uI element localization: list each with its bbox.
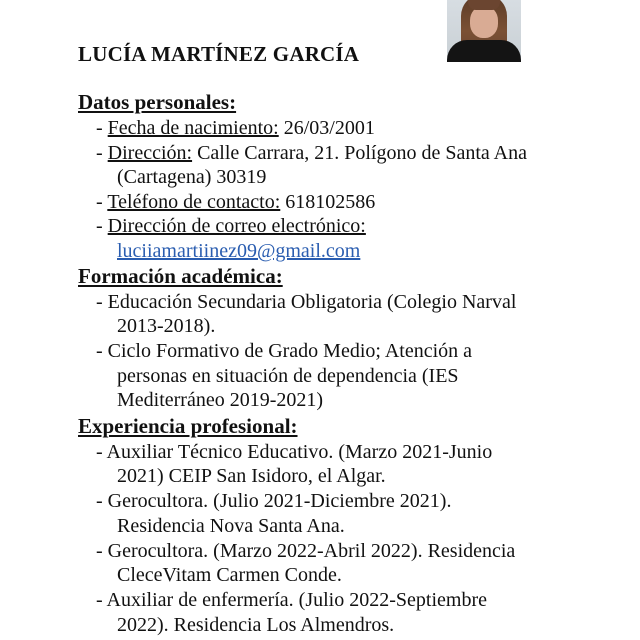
experience-item-cont: 2021) CEIP San Isidoro, el Algar.	[117, 465, 386, 487]
education-item: - Educación Secundaria Obligatoria (Colegio Narval	[96, 291, 517, 313]
experience-item-cont: Residencia Nova Santa Ana.	[117, 515, 345, 537]
address-value: Calle Carrara, 21. Polígono de Santa Ana	[192, 142, 527, 164]
email-row: - Dirección de correo electrónico:	[96, 215, 366, 237]
address-row: - Dirección: Calle Carrara, 21. Polígono de Santa Ana	[96, 142, 527, 164]
section-heading-experience: Experiencia profesional:	[78, 414, 298, 438]
profile-photo	[447, 0, 521, 62]
address-continuation: (Cartagena) 30319	[117, 166, 267, 188]
phone-label: Teléfono de contacto:	[107, 191, 281, 213]
email-label: Dirección de correo electrónico:	[107, 215, 366, 237]
candidate-name: LUCÍA MARTÍNEZ GARCÍA	[78, 42, 360, 66]
section-heading-personal: Datos personales:	[78, 90, 237, 114]
experience-item: - Gerocultora. (Marzo 2022-Abril 2022). Residencia	[96, 540, 516, 562]
phone-value: 618102586	[280, 191, 376, 213]
education-item-cont: 2013-2018).	[117, 315, 216, 337]
section-heading-education: Formación académica:	[78, 264, 283, 288]
birth-date-row: - Fecha de nacimiento: 26/03/2001	[96, 117, 375, 139]
education-item-cont: Mediterráneo 2019-2021)	[117, 389, 324, 411]
phone-row: - Teléfono de contacto: 618102586	[96, 191, 376, 213]
birth-date-value: 26/03/2001	[278, 117, 375, 139]
birth-date-label: Fecha de nacimiento:	[107, 117, 279, 139]
address-label: Dirección:	[107, 142, 193, 164]
experience-item: - Gerocultora. (Julio 2021-Diciembre 2021).	[96, 490, 452, 512]
email-link[interactable]: luciiamartiinez09@gmail.com	[117, 240, 361, 262]
experience-item-cont: CleceVitam Carmen Conde.	[117, 564, 342, 586]
experience-item-cont: 2022). Residencia Los Almendros.	[117, 614, 395, 636]
experience-item: - Auxiliar Técnico Educativo. (Marzo 2021-Junio	[96, 441, 493, 463]
education-item: - Ciclo Formativo de Grado Medio; Atención a	[96, 340, 473, 362]
education-item-cont: personas en situación de dependencia (IES	[117, 365, 459, 387]
experience-item: - Auxiliar de enfermería. (Julio 2022-Septiembre	[96, 589, 487, 611]
